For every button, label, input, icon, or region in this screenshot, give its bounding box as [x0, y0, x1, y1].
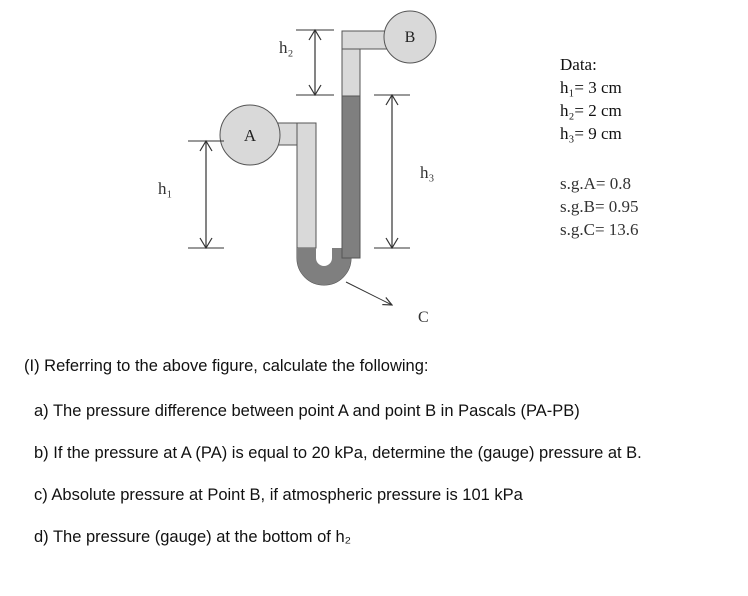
- label-b: B: [404, 29, 416, 46]
- tube-left-leg: [297, 123, 316, 248]
- data-title: Data:: [560, 55, 597, 74]
- question-part-b: b) If the pressure at A (PA) is equal to 20 kPa, determine the (gauge) pressure at B.: [34, 444, 642, 462]
- question-part-c: c) Absolute pressure at Point B, if atmospheric pressure is 101 kPa: [34, 486, 523, 504]
- sg-c: s.g.C= 13.6: [560, 220, 639, 239]
- pointer-c-arrow: [346, 282, 392, 305]
- tube-right-leg-mercury: [342, 96, 360, 258]
- question-part-d: d) The pressure (gauge) at the bottom of h₂: [34, 528, 352, 546]
- question-part-a: a) The pressure difference between point A and point B in Pascals (PA-PB): [34, 402, 580, 420]
- label-a: A: [243, 126, 257, 145]
- data-h1: h₁= 3 cm: [560, 78, 622, 97]
- question-intro: (I) Referring to the above figure, calculate the following:: [24, 357, 429, 375]
- data-panel: [560, 53, 622, 145]
- label-c: C: [418, 309, 429, 326]
- data-h3: h₃= 9 cm: [560, 124, 622, 143]
- label-h2: h₂: [279, 38, 294, 57]
- manometer-diagram: [0, 0, 560, 340]
- sg-a: s.g.A= 0.8: [560, 174, 631, 193]
- label-h3: h₃: [420, 163, 435, 182]
- label-h1: h₁: [158, 179, 173, 198]
- data-h2: h₂= 2 cm: [560, 101, 622, 120]
- specific-gravity-panel: [560, 172, 639, 241]
- sg-b: s.g.B= 0.95: [560, 197, 639, 216]
